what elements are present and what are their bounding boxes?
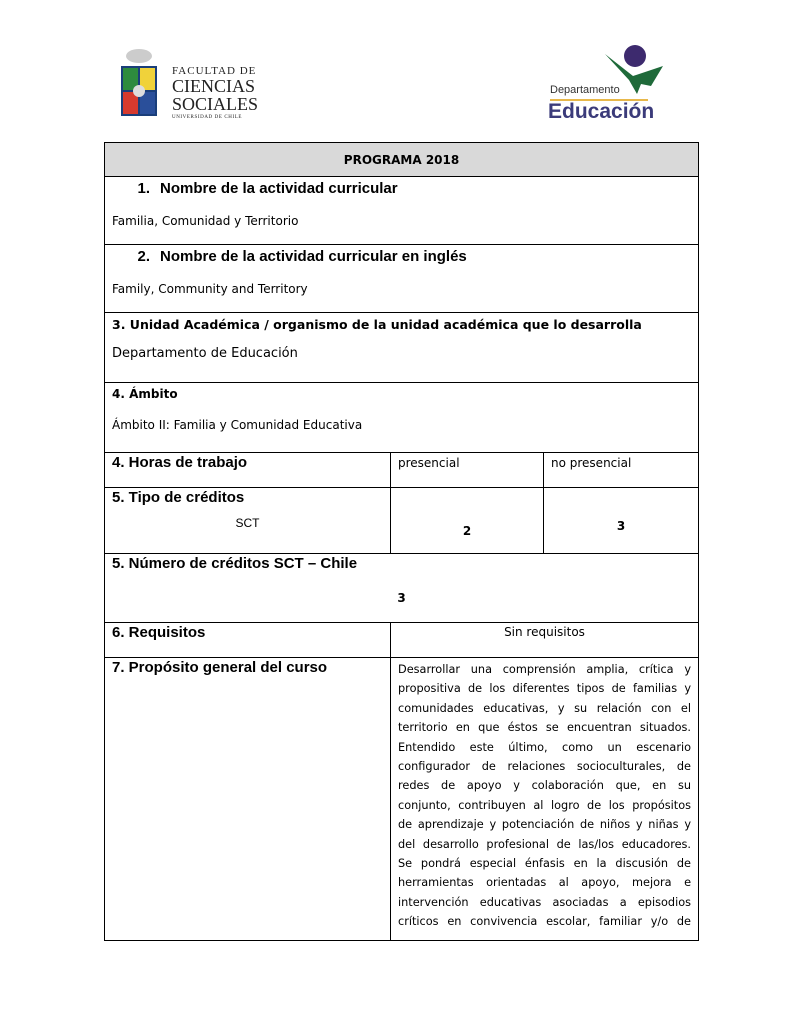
section-heading: Nombre de la actividad curricular en inglés — [160, 248, 467, 265]
text-line: configurador de relaciones socioculturales, de — [398, 760, 692, 774]
text-line: conjunto, contribuyen al logro de los propósitos — [398, 798, 692, 812]
section-value: Departamento de Educación — [112, 346, 298, 361]
section-value: Sin requisitos — [504, 625, 585, 639]
text-line: territorio en que éstos se encuentran situados. — [398, 721, 692, 735]
section-heading: 5. Número de créditos SCT – Chile — [112, 555, 358, 572]
purpose-text — [391, 658, 699, 941]
credits-no-presencial: 3 — [616, 519, 626, 533]
section-value: SCT — [235, 516, 260, 530]
column-label: presencial — [398, 456, 460, 470]
text-line: de aprendizaje y potenciación de niños y niñas y — [398, 818, 692, 832]
program-title: PROGRAMA 2018 — [105, 143, 699, 177]
logo-text: SOCIALES — [172, 94, 259, 114]
university-crest-icon — [120, 48, 158, 120]
logo-text: FACULTAD DE — [172, 65, 257, 77]
departamento-educacion-logo — [548, 44, 668, 124]
text-line: Desarrollar una comprensión amplia, crítica y — [398, 663, 692, 676]
credits-presencial: 2 — [462, 524, 472, 538]
text-line: críticos en convivencia escolar, familiar y/o de — [398, 915, 692, 929]
section-heading: 6. Requisitos — [112, 624, 206, 641]
text-line: del desarrollo profesional de las/los educadores. — [398, 837, 692, 851]
text-line: Se pondrá especial énfasis en la discusión de — [398, 857, 692, 871]
logo-text: CIENCIAS — [172, 76, 256, 96]
section-heading: 5. Tipo de créditos — [112, 489, 245, 506]
section-number: 2. — [137, 248, 150, 265]
logo-text: UNIVERSIDAD DE CHILE — [172, 115, 243, 120]
logo-text: Educación — [548, 100, 655, 123]
section-heading: 7. Propósito general del curso — [112, 659, 328, 676]
text-line: propositiva de los diferentes tipos de familias y — [398, 682, 692, 696]
text-line: herramientas orientadas al apoyo, mejora e — [398, 876, 692, 890]
section-value: Family, Community and Territory — [112, 282, 308, 296]
section-heading: 4. Horas de trabajo — [112, 454, 248, 471]
text-line: Entendido este último, como un escenario — [398, 740, 692, 754]
program-table — [104, 142, 699, 941]
text-line: comunidades educativas, y su relación con el — [398, 701, 692, 715]
section-value: Familia, Comunidad y Territorio — [112, 214, 299, 228]
section-heading: 4. Ámbito — [112, 387, 178, 401]
section-heading: 3. Unidad Académica / organismo de la unidad académica que lo desarrolla — [112, 317, 642, 332]
section-value: Ámbito II: Familia y Comunidad Educativa — [112, 418, 363, 432]
text-line: redes de apoyo y colaboración que, en su — [398, 779, 692, 793]
column-label: no presencial — [551, 456, 632, 470]
facultad-ciencias-sociales-logo — [120, 48, 260, 123]
logo-text: Departamento — [550, 84, 620, 96]
text-line: intervención educativas asociadas a episodios — [398, 895, 692, 909]
section-heading: Nombre de la actividad curricular — [160, 180, 398, 197]
section-value: 3 — [397, 591, 406, 605]
section-number: 1. — [137, 180, 150, 197]
